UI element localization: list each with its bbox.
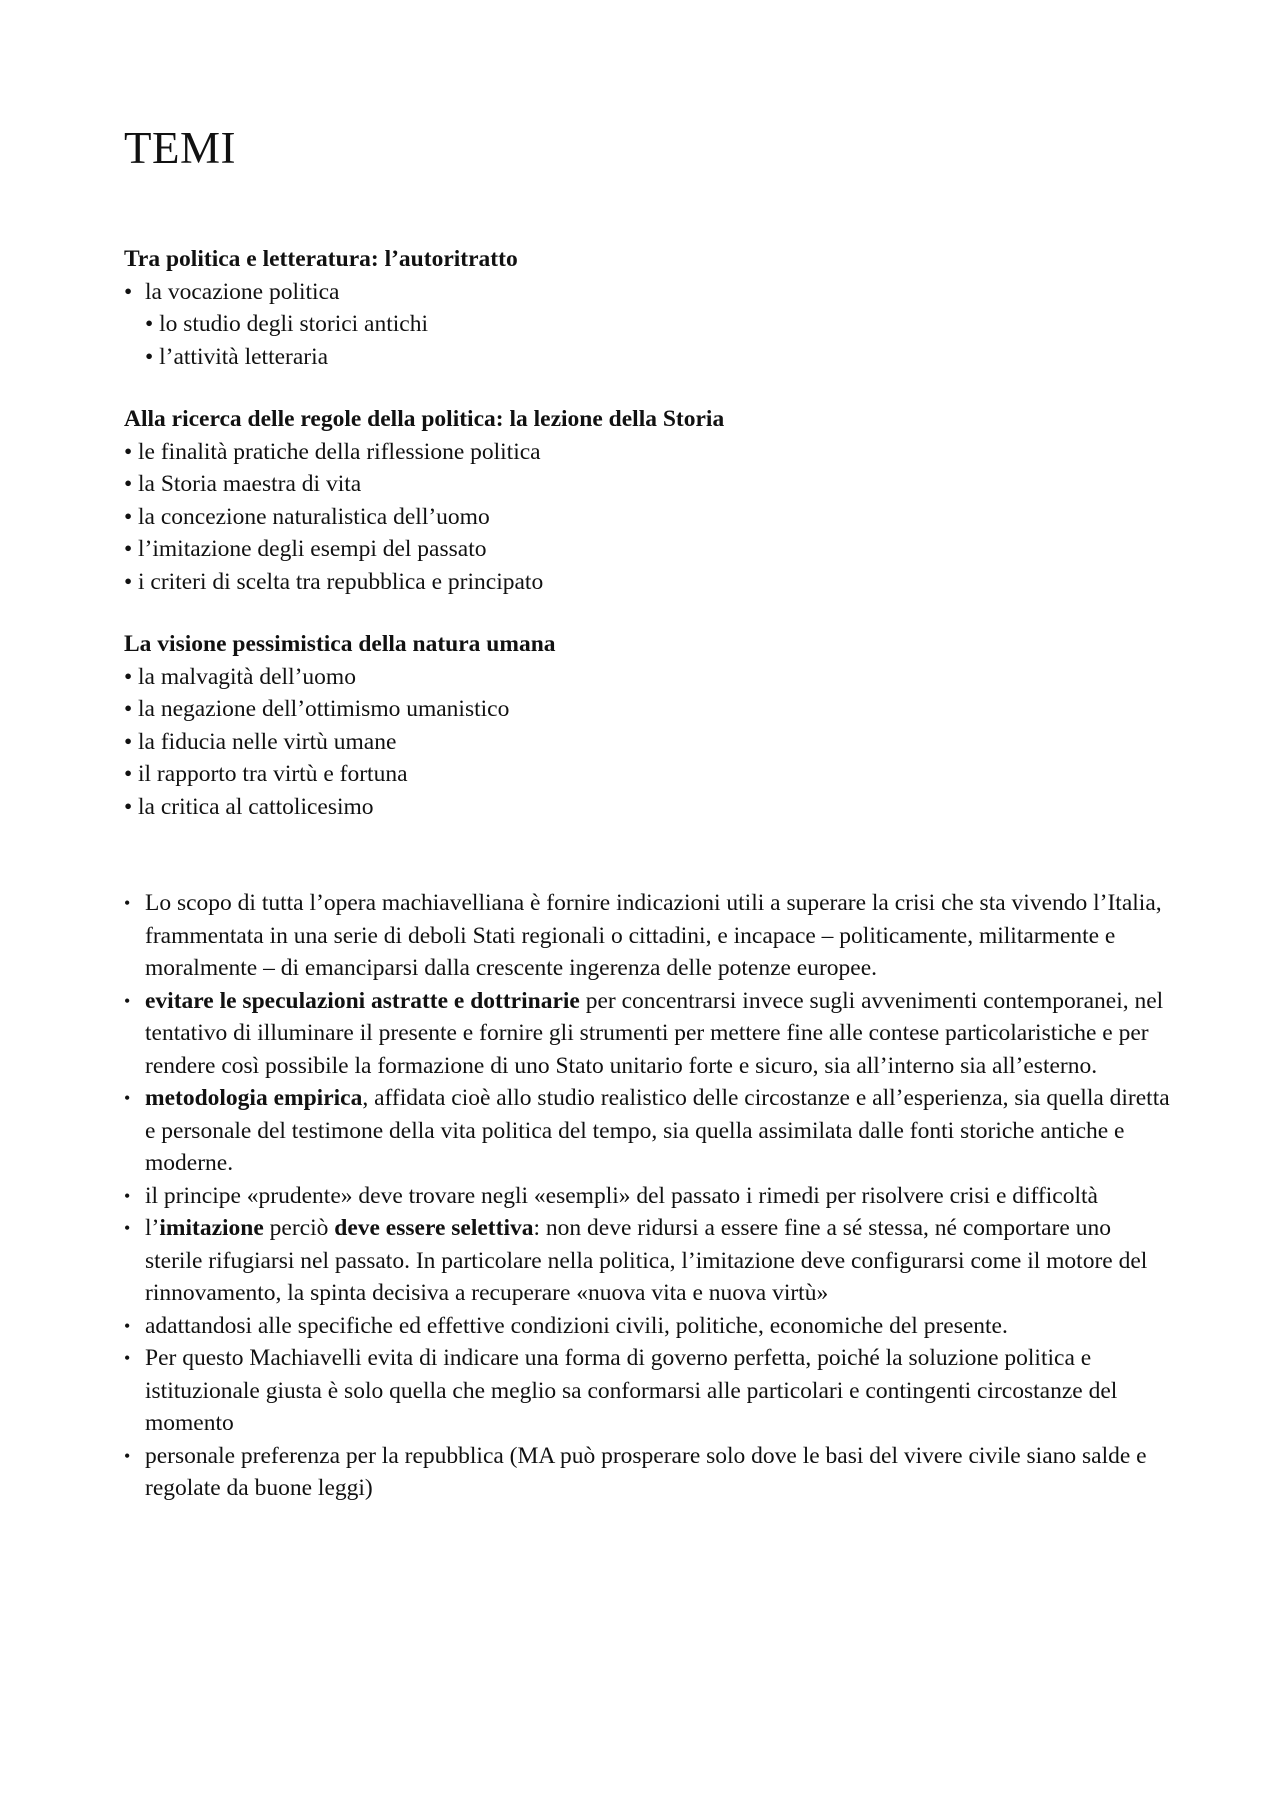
bullet-icon: • (124, 1218, 131, 1238)
section-heading: Alla ricerca delle regole della politica: la lezione della Storia (124, 406, 725, 432)
page-title: TEMI (124, 123, 236, 173)
list-item: • la negazione dell’ottimismo umanistico (124, 693, 556, 726)
bullet-icon: • (124, 1348, 131, 1368)
body-bullet-list (124, 887, 1174, 1505)
section-list (124, 436, 724, 599)
list-item: • personale preferenza per la repubblica (MA può prosperare solo dove le basi del vivere civile siano salde e regolate da buone leggi) (124, 1440, 1174, 1505)
section-autoritratto (124, 243, 518, 373)
section-regole-politica (124, 403, 724, 598)
section-visione-pessimistica (124, 628, 556, 823)
section-list (124, 276, 518, 374)
section-heading: Tra politica e letteratura: l’autoritratto (124, 246, 518, 272)
list-item: • metodologia empirica, affidata cioè allo studio realistico delle circostanze e all’esperienza, sia quella diretta e personale del testimone della vita politica del tempo, sia quella assimilata dalle fonti storiche antiche e moderne. (124, 1082, 1174, 1180)
section-heading: La visione pessimistica della natura umana (124, 631, 556, 657)
list-item: • Per questo Machiavelli evita di indicare una forma di governo perfetta, poiché la soluzione politica e istituzionale giusta è solo quella che meglio sa conformarsi alle particolari e contingenti circostanze del momento (124, 1342, 1174, 1440)
bullet-icon: • (124, 1315, 131, 1336)
bullet-icon: • (124, 990, 131, 1011)
bullet-icon: • (124, 503, 133, 530)
list-item: • i criteri di scelta tra repubblica e principato (124, 566, 724, 599)
list-item: • la vocazione politica (124, 276, 518, 309)
bullet-icon: • (124, 793, 133, 820)
list-item: • evitare le speculazioni astratte e dottrinarie per concentrarsi invece sugli avvenimenti contemporanei, nel tentativo di illuminare il presente e fornire gli strumenti per mettere fine alle contese particolaristiche e per rendere così possibile la formazione di uno Stato unitario forte e sicuro, sia all’interno sia all’esterno. (124, 985, 1174, 1083)
list-item: • il principe «prudente» deve trovare negli «esempli» del passato i rimedi per risolvere crisi e difficoltà (124, 1180, 1174, 1213)
list-item: • la critica al cattolicesimo (124, 791, 556, 824)
list-item: • la malvagità dell’uomo (124, 661, 556, 694)
bullet-icon: • (124, 1185, 131, 1206)
list-item: • la Storia maestra di vita (124, 468, 724, 501)
list-item: • la concezione naturalistica dell’uomo (124, 501, 724, 534)
list-item: • l’attività letteraria (145, 343, 329, 370)
list-item: • l’imitazione perciò deve essere selettiva: non deve ridursi a essere fine a sé stessa, né comportare uno sterile rifugiarsi nel passato. In particolare nella politica, l’imitazione deve configurarsi come il motore del rinnovamento, la spinta decisiva a recuperare «nuova vita e nuova virtù» (124, 1212, 1174, 1310)
bullet-icon: • (124, 1445, 131, 1466)
list-item: • l’imitazione degli esempi del passato (124, 533, 724, 566)
bullet-icon: • (124, 536, 133, 562)
list-item: • adattandosi alle specifiche ed effettive condizioni civili, politiche, economiche del presente. (124, 1310, 1174, 1343)
list-item: • le finalità pratiche della riflessione politica (124, 436, 724, 469)
list-item: • il rapporto tra virtù e fortuna (124, 758, 556, 791)
bullet-icon: • (124, 728, 133, 755)
bullet-icon: • (124, 696, 133, 722)
list-item: • la fiducia nelle virtù umane (124, 726, 556, 759)
bullet-icon: • (124, 761, 133, 787)
bullet-icon: • (124, 471, 133, 497)
section-list (124, 661, 556, 824)
list-item: • Lo scopo di tutta l’opera machiavelliana è fornire indicazioni utili a superare la crisi che sta vivendo l’Italia, frammentata in una serie di deboli Stati regionali o cittadini, e incapace – politicamente, militarmente e moralmente – di emanciparsi dalla crescente ingerenza delle potenze europee. (124, 887, 1174, 985)
bullet-icon: • (124, 278, 133, 305)
bullet-icon: • (124, 1088, 131, 1108)
bullet-icon: • (124, 568, 133, 595)
bullet-icon: • (124, 663, 133, 690)
bullet-icon: • (124, 438, 133, 465)
bullet-icon: • (124, 893, 131, 913)
list-item: • lo studio degli storici antichi (145, 311, 429, 337)
